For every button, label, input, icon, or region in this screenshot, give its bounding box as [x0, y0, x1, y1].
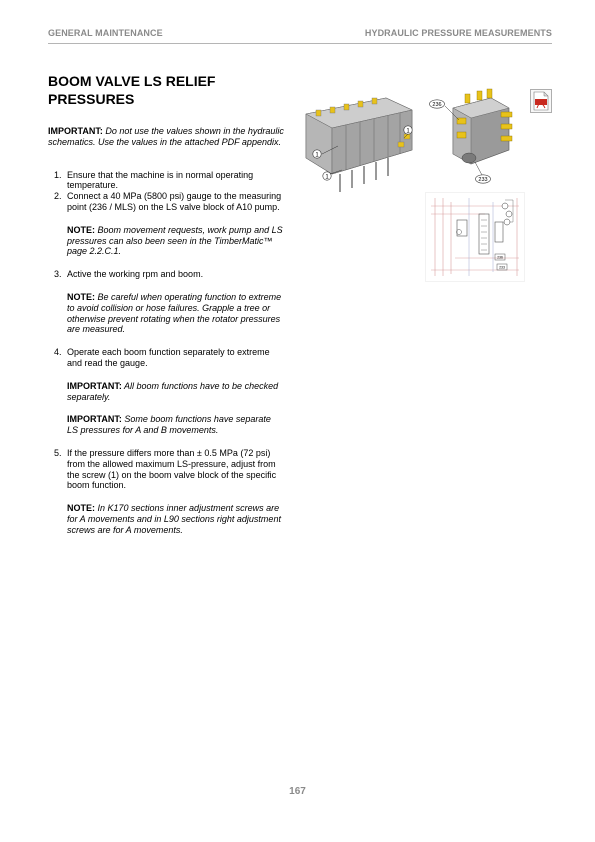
instructions-column [48, 126, 284, 536]
note-label: NOTE: [67, 503, 95, 514]
important-ab [48, 414, 284, 436]
schematic-label: 236 [497, 255, 503, 260]
important-text: All boom functions have to be checked separately. [67, 380, 279, 402]
note-adjustment-screws [48, 503, 284, 535]
step-text: Operate each boom function separately to extreme and read the gauge. [67, 347, 270, 368]
boom-valve-illustration [300, 88, 422, 206]
schematic-label: 233 [499, 265, 505, 270]
procedure-steps [48, 170, 284, 213]
step-text: Ensure that the machine is in normal operating temperature. [67, 169, 254, 191]
note-label: NOTE: [67, 291, 95, 302]
callout-label: 1 [315, 152, 319, 159]
step-text: Active the working rpm and boom. [67, 269, 204, 280]
step-number: 5. [54, 447, 62, 458]
step-4 [48, 347, 284, 369]
important-label: IMPORTANT: [67, 414, 122, 425]
important-separately [48, 381, 284, 403]
fitting [487, 89, 492, 98]
solenoid [462, 153, 476, 163]
note-text: Be careful when operating function to extreme to avoid collision or hose failures. Grapple a tree or otherwise prevent rotating when the rotator pressures are measured. [67, 291, 282, 335]
callout-236 [430, 100, 445, 108]
title-line-1: BOOM VALVE LS RELIEF [48, 73, 216, 89]
note-caution [48, 292, 284, 335]
step-3 [48, 269, 284, 280]
callout-label: 1 [406, 128, 410, 135]
important-text: Some boom functions have separate LS pressures for A and B movements. [67, 414, 271, 436]
step-1 [48, 170, 284, 192]
fitting [501, 112, 512, 117]
step-number: 4. [54, 347, 62, 358]
important-label: IMPORTANT: [48, 126, 103, 136]
callout-1-lower [323, 172, 331, 181]
fitting [477, 91, 482, 100]
title-line-2: PRESSURES [48, 91, 135, 107]
pdf-file-icon[interactable] [530, 89, 552, 113]
important-label: IMPORTANT: [67, 380, 122, 391]
fitting [501, 124, 512, 129]
step-number: 3. [54, 269, 62, 280]
running-header-right: HYDRAULIC PRESSURE MEASUREMENTS [364, 28, 552, 38]
page-title [48, 72, 278, 108]
callout-label: 1 [325, 174, 329, 181]
procedure-steps [48, 448, 284, 491]
step-number: 1. [54, 169, 62, 180]
step-5 [48, 448, 284, 491]
intro-text: Do not use the values shown in the hydraulic schematics. Use the values in the attached PDF appendix. [48, 126, 284, 147]
page-number: 167 [289, 786, 306, 797]
note-label: NOTE: [67, 224, 95, 235]
procedure-steps [48, 269, 284, 280]
fitting [501, 136, 512, 141]
callout-233 [476, 175, 491, 183]
note-text: In K170 sections inner adjustment screws are for A movements and in L90 sections right adjustment screws are for A movements. [67, 503, 281, 535]
step-number: 2. [54, 191, 62, 202]
callout-1-right [404, 126, 412, 135]
fitting [457, 132, 466, 138]
note-timbermatic [48, 225, 284, 257]
valve-body [306, 98, 412, 192]
callout-label: 233 [478, 177, 488, 184]
callout-1-upper [313, 150, 321, 159]
procedure-steps [48, 347, 284, 369]
step-text: Connect a 40 MPa (5800 psi) gauge to the measuring point (236 / MLS) on the LS valve block of A10 pump. [67, 191, 282, 212]
callout-label: 236 [432, 102, 442, 109]
running-header-left: GENERAL MAINTENANCE [48, 28, 163, 38]
header-divider [48, 43, 552, 44]
ls-valve-block-illustration [425, 84, 525, 184]
step-2 [48, 191, 284, 213]
step-text: If the pressure differs more than ± 0.5 MPa (72 psi) from the allowed maximum LS-pressure, adjust from the screw (1) on the boom valve block of the specific boom function. [67, 447, 277, 491]
fitting [457, 118, 466, 124]
fitting [465, 94, 470, 103]
hydraulic-schematic [425, 192, 525, 282]
note-text: Boom movement requests, work pump and LS pressures can also been seen in the TimberMatic™ page 2.2.C.1. [67, 224, 283, 257]
intro-important [48, 126, 284, 148]
